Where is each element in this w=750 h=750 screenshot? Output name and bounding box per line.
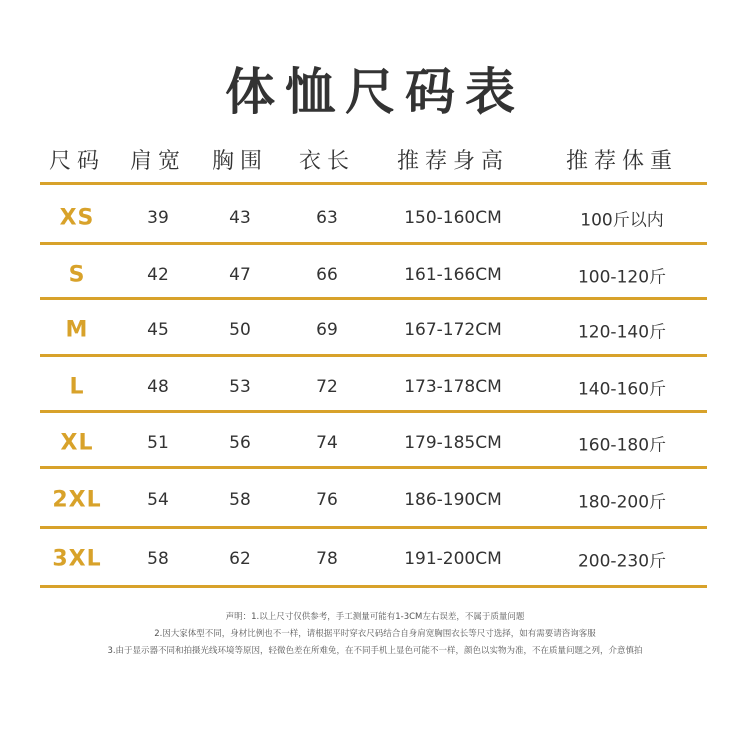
chest-cell: 43 (229, 208, 251, 228)
page-title: 体恤尺码表 (225, 63, 525, 121)
length-cell: 72 (316, 377, 338, 397)
table-row (40, 247, 707, 303)
chest-cell: 62 (229, 549, 251, 569)
table-bottom-divider (40, 585, 707, 588)
size-cell: XL (60, 430, 94, 456)
table-row (40, 190, 707, 246)
chest-cell: 47 (229, 265, 251, 285)
table-row (40, 531, 707, 587)
disclaimer-line: 3.由于显示器不同和拍摄光线环境等原因，轻微色差在所难免，在不同手机上显色可能不一样，颜色以实物为准，不在质量问题之列，介意慎拍 (107, 646, 643, 656)
size-cell: 2XL (52, 487, 102, 513)
shoulder-cell: 58 (147, 549, 169, 569)
weight-cell: 100斤以内 (580, 210, 664, 231)
height-cell: 150-160CM (404, 208, 502, 228)
size-cell: XS (59, 205, 95, 231)
height-cell: 186-190CM (404, 490, 502, 510)
row-divider (40, 410, 707, 413)
table-header (40, 144, 707, 176)
weight-cell: 200-230斤 (577, 551, 667, 572)
row-divider (40, 526, 707, 529)
size-cell: S (68, 262, 86, 288)
row-divider (40, 297, 707, 300)
height-cell: 161-166CM (404, 265, 502, 285)
chest-cell: 58 (229, 490, 251, 510)
size-cell: 3XL (52, 546, 102, 572)
header-size: 尺码 (48, 149, 106, 174)
length-cell: 63 (316, 208, 338, 228)
shoulder-cell: 48 (147, 377, 169, 397)
weight-cell: 100-120斤 (577, 267, 667, 288)
row-divider (40, 354, 707, 357)
chest-cell: 53 (229, 377, 251, 397)
row-divider (40, 242, 707, 245)
header-height: 推荐身高 (396, 149, 510, 174)
shoulder-cell: 45 (147, 320, 169, 340)
shoulder-cell: 42 (147, 265, 169, 285)
shoulder-cell: 54 (147, 490, 169, 510)
header-divider (40, 182, 707, 185)
weight-cell: 160-180斤 (577, 435, 667, 456)
table-row (40, 472, 707, 528)
height-cell: 191-200CM (404, 549, 502, 569)
height-cell: 167-172CM (404, 320, 502, 340)
height-cell: 173-178CM (404, 377, 502, 397)
length-cell: 66 (316, 265, 338, 285)
disclaimer-line: 声明：1.以上尺寸仅供参考，手工测量可能有1-3CM左右误差，不属于质量问题 (225, 612, 525, 622)
length-cell: 76 (316, 490, 338, 510)
header-weight: 推荐体重 (565, 149, 679, 174)
row-divider (40, 466, 707, 469)
size-cell: M (65, 317, 89, 343)
table-row (40, 359, 707, 415)
weight-cell: 120-140斤 (577, 322, 667, 343)
shoulder-cell: 51 (147, 433, 169, 453)
weight-cell: 180-200斤 (577, 492, 667, 513)
header-chest: 胸围 (211, 149, 269, 174)
shoulder-cell: 39 (147, 208, 169, 228)
chest-cell: 50 (229, 320, 251, 340)
disclaimer-line: 2.因大家体型不同，身材比例也不一样，请根据平时穿衣尺码结合自身肩宽胸围衣长等尺寸选择，如有需要请咨询客服 (154, 629, 596, 639)
length-cell: 74 (316, 433, 338, 453)
size-cell: L (69, 374, 85, 400)
length-cell: 78 (316, 549, 338, 569)
chest-cell: 56 (229, 433, 251, 453)
height-cell: 179-185CM (404, 433, 502, 453)
length-cell: 69 (316, 320, 338, 340)
weight-cell: 140-160斤 (577, 379, 667, 400)
header-shoulder: 肩宽 (129, 149, 187, 174)
header-length: 衣长 (298, 149, 356, 174)
table-row (40, 302, 707, 358)
table-row (40, 415, 707, 471)
disclaimer-notes (0, 609, 750, 660)
